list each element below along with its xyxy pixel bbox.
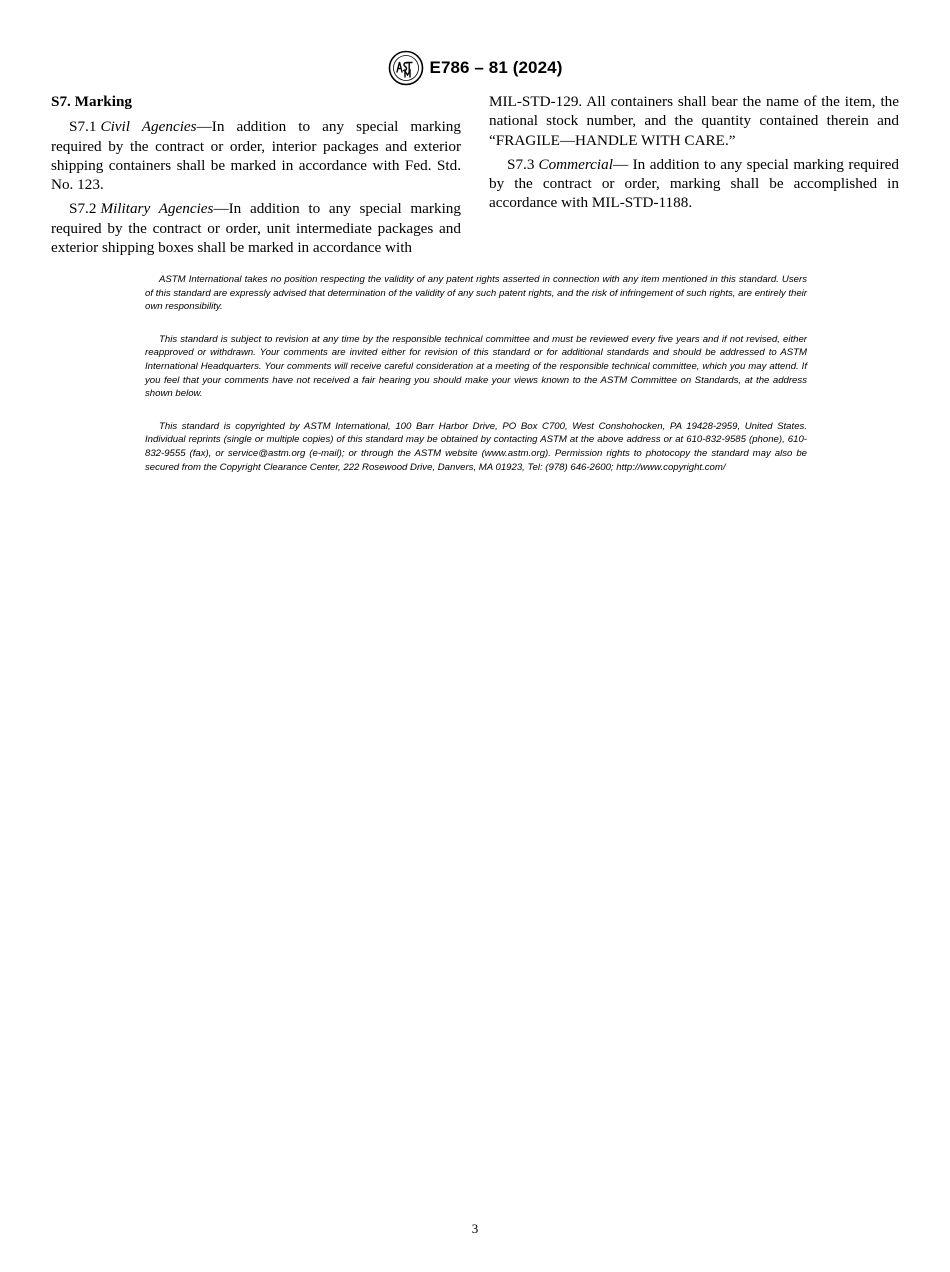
page-header bbox=[0, 50, 950, 86]
legal-notices bbox=[145, 273, 807, 493]
patent-notice: ASTM International takes no position respecting the validity of any patent rights asserted in connection with any item mentioned in this standard. Users of this standard are expressly advised that determination of the validity of any such patent rights, and the risk of infringement of such rights, are entirely their own responsibility. bbox=[145, 274, 807, 313]
paragraph-text: — In addition to any special marking required by the contract or order, marking shall be accomplished in accordance with MIL-STD-1188. bbox=[489, 155, 899, 212]
left-column bbox=[51, 92, 461, 262]
document-designation: E786 – 81 (2024) bbox=[429, 58, 563, 77]
paragraph-number: S7.3 bbox=[507, 155, 535, 173]
paragraph-s7-1 bbox=[51, 117, 461, 194]
paragraph-title: Commercial bbox=[538, 155, 613, 173]
paragraph-number: S7.1 bbox=[69, 118, 97, 136]
revision-notice: This standard is subject to revision at any time by the responsible technical committee and must be reviewed every five years and if not revised, either reapproved or withdrawn. Your comments are invited either for revision of this standard or for additional standards and should be addressed to ASTM International Headquarters. Your comments will receive careful consideration at a meeting of the responsible technical committee, which you may attend. If you feel that your comments have not received a fair hearing you should make your views known to the ASTM Committee on Standards, at the address shown below. bbox=[145, 333, 807, 400]
paragraph-s7-3 bbox=[489, 155, 899, 213]
astm-logo-icon bbox=[388, 50, 424, 86]
section-heading: S7. Marking bbox=[51, 93, 133, 110]
paragraph-text: MIL-STD-129. All containers shall bear the name of the item, the national stock number, and the quantity contained therein and “FRAGILE—HANDLE WITH CARE.” bbox=[489, 93, 899, 149]
paragraph-title: Civil Agencies bbox=[100, 118, 197, 136]
paragraph-s7-2-continued bbox=[489, 92, 899, 150]
right-column bbox=[489, 92, 899, 218]
paragraph-text: —In addition to any special marking required by the contract or order, unit intermediate packages and exterior shipping boxes shall be marked in accordance with bbox=[51, 200, 461, 257]
paragraph-s7-2 bbox=[51, 199, 461, 257]
copyright-notice: This standard is copyrighted by ASTM International, 100 Barr Harbor Drive, PO Box C700, West Conshohocken, PA 19428-2959, United States. Individual reprints (single or multiple copies) of this standard may be obtained by contacting ASTM at the above address or at 610-832-9585 (phone), 610-832-9555 (fax), or service@astm.org (e-mail); or through the ASTM website (www.astm.org). Permission rights to photocopy the standard may also be secured from the Copyright Clearance Center, 222 Rosewood Drive, Danvers, MA 01923, Tel: (978) 646-2600; http://www.copyright.com/ bbox=[145, 420, 807, 473]
page-number: 3 bbox=[471, 1221, 479, 1236]
header-inner bbox=[388, 50, 563, 86]
paragraph-number: S7.2 bbox=[69, 200, 97, 218]
paragraph-title: Military Agencies bbox=[100, 200, 214, 218]
paragraph-text: —In addition to any special marking required by the contract or order, interior packages and exterior shipping containers shall be marked in accordance with Fed. Std. No. 123. bbox=[51, 118, 461, 194]
